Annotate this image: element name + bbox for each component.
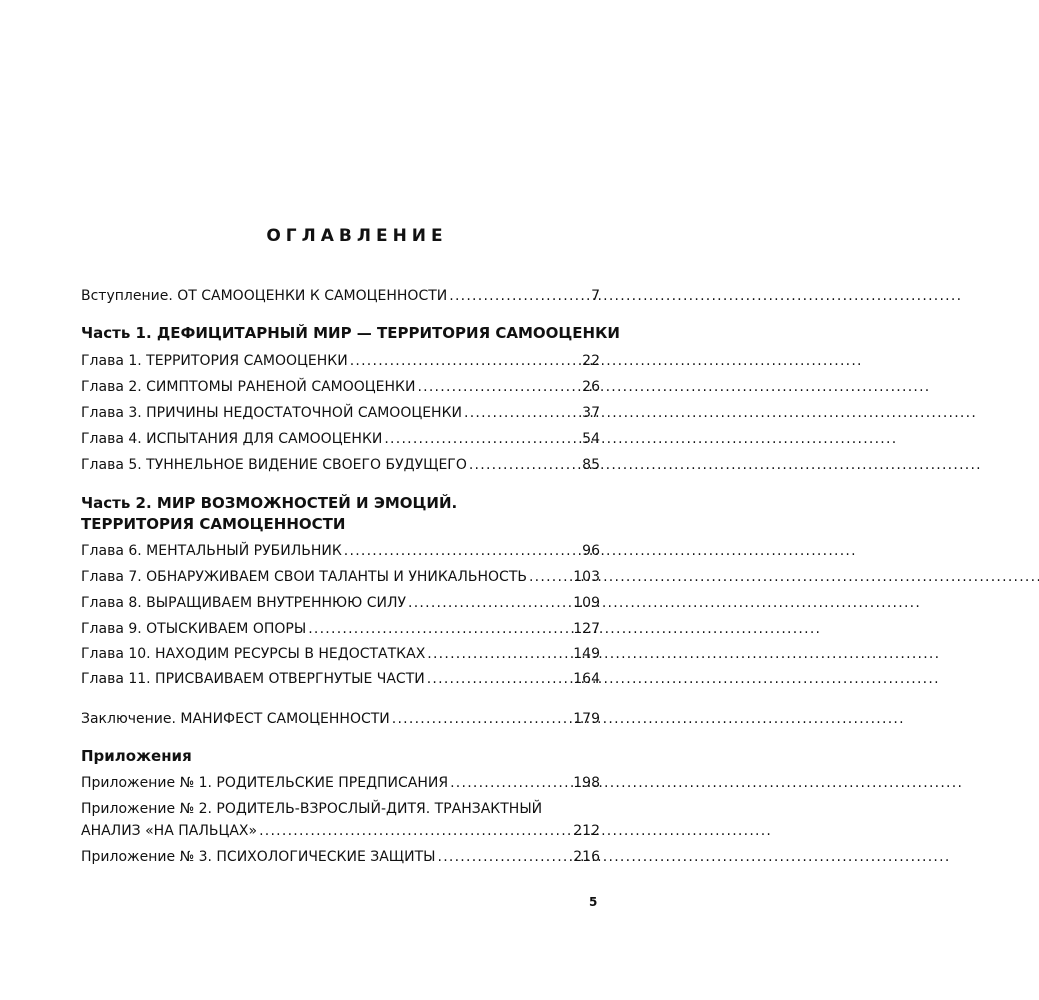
dot-leader (529, 568, 571, 586)
toc-entry-page: 37 (582, 405, 600, 421)
dot-leader (469, 456, 580, 474)
toc-entry-page: 22 (582, 353, 600, 369)
toc-entry-chapter-1 (81, 352, 600, 370)
toc-entry-title: Глава 6. МЕНТАЛЬНЫЙ РУБИЛЬНИК (81, 543, 342, 559)
page-number: 5 (589, 895, 598, 909)
page-title: ОГЛАВЛЕНИЕ (266, 226, 448, 246)
toc-entry-title: Глава 8. ВЫРАЩИВАЕМ ВНУТРЕННЮЮ СИЛУ (81, 595, 407, 611)
toc-entry-chapter-5 (81, 456, 600, 474)
toc-entry-appendix-3 (81, 848, 600, 866)
toc-entry-page: 85 (582, 457, 600, 473)
toc-entry-chapter-2 (81, 378, 600, 396)
dot-leader (427, 645, 571, 663)
toc-entry-title: АНАЛИЗ «НА ПАЛЬЦАХ» (81, 823, 258, 839)
toc-entry-appendix-2 (81, 822, 600, 840)
toc-entry-title: Приложение № 3. ПСИХОЛОГИЧЕСКИЕ ЗАЩИТЫ (81, 849, 436, 865)
toc-entry-title: Вступление. ОТ САМООЦЕНКИ К САМОЦЕННОСТИ (81, 288, 448, 304)
part-2-heading-line-2: ТЕРРИТОРИЯ САМОЦЕННОСТИ (81, 515, 346, 533)
dot-leader (259, 822, 571, 840)
toc-entry-page: 26 (582, 379, 600, 395)
appendices-heading: Приложения (81, 747, 192, 765)
toc-entry-title: Глава 5. ТУННЕЛЬНОЕ ВИДЕНИЕ СВОЕГО БУДУЩЕГО (81, 457, 467, 473)
toc-entry-page: 149 (573, 646, 600, 662)
toc-entry-chapter-3 (81, 404, 600, 422)
dot-leader (408, 594, 571, 612)
dot-leader (344, 542, 580, 560)
dot-leader (417, 378, 580, 396)
part-2-heading-line-1: Часть 2. МИР ВОЗМОЖНОСТЕЙ И ЭМОЦИЙ. (81, 494, 458, 512)
toc-entry-title: Заключение. МАНИФЕСТ САМОЦЕННОСТИ (81, 711, 390, 727)
part-1-heading: Часть 1. ДЕФИЦИТАРНЫЙ МИР — ТЕРРИТОРИЯ САМООЦЕНКИ (81, 324, 620, 342)
toc-entry-conclusion (81, 710, 600, 728)
toc-entry-chapter-6 (81, 542, 600, 560)
dot-leader (350, 352, 580, 370)
toc-entry-page: 216 (573, 849, 600, 865)
toc-entry-title: Глава 2. СИМПТОМЫ РАНЕНОЙ САМООЦЕНКИ (81, 379, 416, 395)
dot-leader (449, 287, 589, 305)
dot-leader (450, 774, 571, 792)
toc-entry-title: Глава 3. ПРИЧИНЫ НЕДОСТАТОЧНОЙ САМООЦЕНКИ (81, 405, 462, 421)
dot-leader (464, 404, 580, 422)
toc-entry-chapter-11 (81, 670, 600, 688)
dot-leader (392, 710, 572, 728)
toc-entry-page: 54 (582, 431, 600, 447)
toc-entry-appendix-2-line-1: Приложение № 2. РОДИТЕЛЬ-ВЗРОСЛЫЙ-ДИТЯ. ТРАНЗАКТНЫЙ (81, 801, 543, 817)
toc-entry-chapter-10 (81, 645, 600, 663)
toc-entry-page: 103 (573, 569, 600, 585)
toc-entry-title: Глава 4. ИСПЫТАНИЯ ДЛЯ САМООЦЕНКИ (81, 431, 383, 447)
toc-entry-page: 198 (573, 775, 600, 791)
toc-entry-appendix-1 (81, 774, 600, 792)
toc-entry-page: 164 (573, 671, 600, 687)
toc-entry-page: 96 (582, 543, 600, 559)
toc-entry-title: Глава 11. ПРИСВАИВАЕМ ОТВЕРГНУТЫЕ ЧАСТИ (81, 671, 425, 687)
toc-entry-title: Глава 10. НАХОДИМ РЕСУРСЫ В НЕДОСТАТКАХ (81, 646, 426, 662)
toc-entry-title: Глава 7. ОБНАРУЖИВАЕМ СВОИ ТАЛАНТЫ И УНИКАЛЬНОСТЬ (81, 569, 527, 585)
toc-entry-page: 179 (573, 711, 600, 727)
toc-entry-title: Глава 9. ОТЫСКИВАЕМ ОПОРЫ (81, 621, 307, 637)
toc-entry-page: 127 (573, 621, 600, 637)
toc-entry-page: 7 (591, 288, 600, 304)
toc-entry-page: 109 (573, 595, 600, 611)
dot-leader (384, 430, 580, 448)
dot-leader (438, 848, 572, 866)
toc-entry-chapter-9 (81, 620, 600, 638)
toc-entry-title: Приложение № 1. РОДИТЕЛЬСКИЕ ПРЕДПИСАНИЯ (81, 775, 449, 791)
toc-entry-title: Глава 1. ТЕРРИТОРИЯ САМООЦЕНКИ (81, 353, 348, 369)
toc-entry-chapter-4 (81, 430, 600, 448)
toc-entry-chapter-7 (81, 568, 600, 586)
toc-entry-intro (81, 287, 600, 305)
dot-leader (308, 620, 571, 638)
toc-entry-page: 212 (573, 823, 600, 839)
dot-leader (427, 670, 572, 688)
toc-entry-chapter-8 (81, 594, 600, 612)
